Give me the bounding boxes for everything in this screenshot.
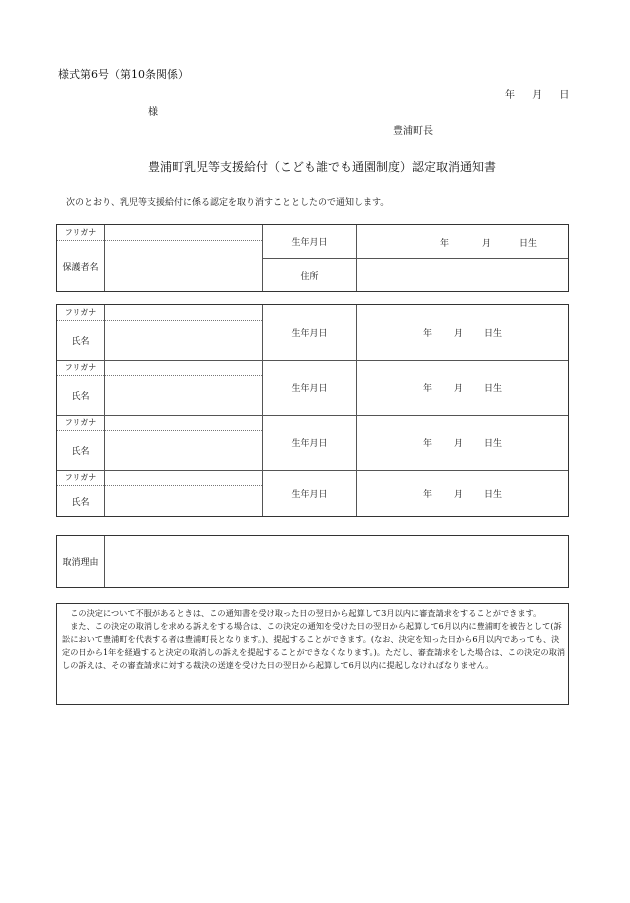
child-dob-month: 月 bbox=[454, 439, 464, 449]
notice-paragraph-1: この決定について不服があるときは、この通知書を受け取った日の翌日から起算して3月以内に審査請求をすることができます。 bbox=[70, 608, 542, 618]
child-furigana-label: フリガナ bbox=[64, 363, 97, 372]
child-name-field[interactable] bbox=[105, 431, 262, 470]
child-dob-year: 年 bbox=[423, 384, 433, 394]
child-dob-label: 生年月日 bbox=[291, 329, 328, 339]
child-name-field[interactable] bbox=[105, 321, 262, 360]
issuer: 豊浦町長 bbox=[393, 126, 433, 137]
child-dob-day: 日生 bbox=[484, 490, 503, 500]
guardian-dob-day: 日生 bbox=[519, 239, 538, 249]
child-furigana-field[interactable] bbox=[105, 305, 262, 320]
guardian-name-label: 保護者名 bbox=[62, 262, 99, 273]
guardian-dob-month: 月 bbox=[482, 239, 492, 249]
form-number: 様式第6号（第10条関係） bbox=[58, 68, 189, 81]
intro-text: 次のとおり、乳児等支援給付に係る認定を取り消すこととしたので通知します。 bbox=[66, 198, 390, 208]
date-year: 年 bbox=[505, 90, 515, 101]
child-row bbox=[57, 305, 568, 360]
guardian-dob-year: 年 bbox=[440, 239, 450, 249]
notice-paragraph-2: また、この決定の取消しを求める訴えをする場合は、この決定の通知を受けた日の翌日から起算して6月以内に豊浦町を被告として(訴訟において豊浦町を代表する者は豊浦町長となります。)、提起することができます。(なお、決定を知った日から6月以内であっても、決定の日から1年を経過すると決定の取消しの訴えを提起することができなくなります。)。ただし、審査請求をした場合は、この決定の取消しの訴えは、その審査請求に対する裁決の送達を受けた日の翌日から起算して6月以内に提起しなければなりません。 bbox=[62, 621, 566, 670]
child-name-label: 氏名 bbox=[71, 447, 90, 457]
guardian-address-field[interactable] bbox=[357, 259, 568, 291]
guardian-address-label: 住所 bbox=[300, 271, 319, 282]
guardian-table bbox=[56, 224, 569, 292]
child-dob-field[interactable] bbox=[357, 360, 568, 415]
child-furigana-field[interactable] bbox=[105, 415, 262, 430]
date-month: 月 bbox=[532, 90, 543, 101]
child-name-field[interactable] bbox=[105, 486, 262, 516]
child-row bbox=[57, 470, 568, 516]
child-name-label: 氏名 bbox=[71, 337, 90, 347]
page-title: 豊浦町乳児等支援給付（こども誰でも通園制度）認定取消通知書 bbox=[148, 160, 497, 174]
reason-field[interactable] bbox=[105, 536, 568, 587]
guardian-furigana-label: フリガナ bbox=[64, 228, 97, 237]
child-dob-field[interactable] bbox=[357, 305, 568, 360]
child-dob-day: 日生 bbox=[484, 329, 503, 339]
child-dob-field[interactable] bbox=[357, 415, 568, 470]
child-furigana-label: フリガナ bbox=[64, 473, 97, 482]
child-dob-month: 月 bbox=[454, 329, 464, 339]
child-row bbox=[57, 415, 568, 470]
child-dob-day: 日生 bbox=[484, 439, 503, 449]
date-day: 日 bbox=[559, 90, 570, 101]
child-dob-month: 月 bbox=[454, 490, 464, 500]
child-furigana-field[interactable] bbox=[105, 360, 262, 375]
notice-text bbox=[62, 607, 567, 672]
child-dob-year: 年 bbox=[423, 329, 433, 339]
child-dob-label: 生年月日 bbox=[291, 384, 328, 394]
guardian-name-field[interactable] bbox=[105, 241, 262, 291]
guardian-dob-label: 生年月日 bbox=[291, 238, 328, 248]
child-dob-month: 月 bbox=[454, 384, 464, 394]
children-table bbox=[56, 304, 569, 517]
reason-table bbox=[56, 535, 569, 588]
child-furigana-field[interactable] bbox=[105, 470, 262, 485]
child-dob-year: 年 bbox=[423, 439, 433, 449]
child-furigana-label: フリガナ bbox=[64, 418, 97, 427]
child-name-field[interactable] bbox=[105, 376, 262, 415]
date-line bbox=[505, 86, 569, 101]
guardian-dob-field[interactable] bbox=[357, 225, 568, 258]
guardian-furigana-field[interactable] bbox=[105, 225, 262, 240]
child-name-label: 氏名 bbox=[71, 392, 90, 402]
child-furigana-label: フリガナ bbox=[64, 308, 97, 317]
child-dob-label: 生年月日 bbox=[291, 489, 328, 500]
child-row bbox=[57, 360, 568, 415]
reason-label: 取消理由 bbox=[62, 558, 99, 568]
child-dob-year: 年 bbox=[423, 490, 433, 500]
addressee-suffix: 様 bbox=[148, 107, 158, 118]
child-dob-field[interactable] bbox=[357, 470, 568, 516]
child-name-label: 氏名 bbox=[71, 497, 90, 508]
child-dob-label: 生年月日 bbox=[291, 439, 328, 449]
child-dob-day: 日生 bbox=[484, 384, 503, 394]
